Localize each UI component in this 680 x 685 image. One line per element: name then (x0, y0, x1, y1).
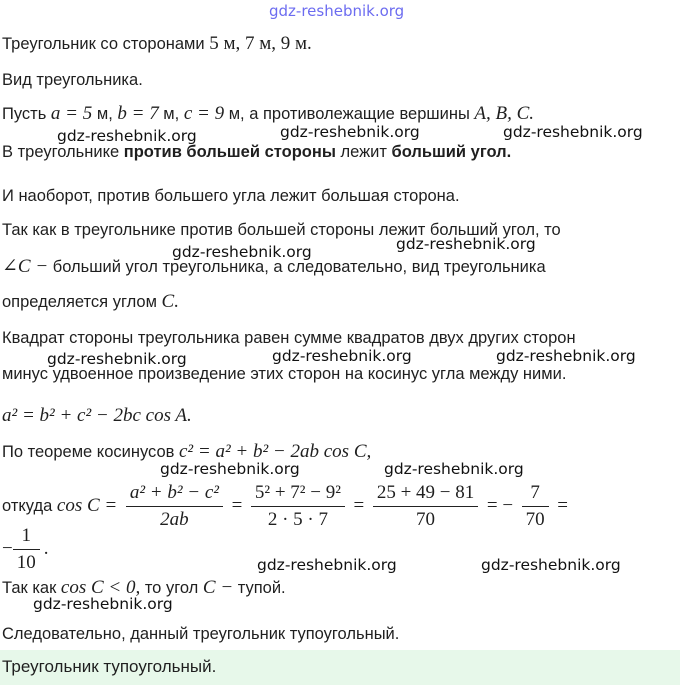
math-c: C − (202, 577, 234, 598)
fraction (373, 480, 478, 533)
line-formula-a (2, 405, 192, 427)
line-law-1 (2, 327, 576, 349)
denominator: 10 (16, 552, 36, 574)
denominator: 2 · 5 · 7 (267, 509, 328, 531)
line-type-heading (2, 69, 143, 91)
text: Пусть (2, 105, 47, 123)
watermark: gdz-reshebnik.org (481, 556, 621, 574)
text: м, (163, 105, 180, 123)
line-let (2, 103, 534, 125)
numerator: 25 + 49 − 81 (373, 480, 478, 507)
watermark: gdz-reshebnik.org (47, 350, 187, 368)
math-cos-negative: cos C < 0, (60, 577, 141, 598)
fraction (522, 480, 549, 533)
watermark-top: gdz-reshebnik.org (269, 2, 405, 20)
watermark: gdz-reshebnik.org (172, 243, 312, 261)
text: В треугольнике (2, 143, 120, 161)
math-sides: 5 м, 7 м, 9 м. (209, 33, 312, 54)
bold-text: больший угол. (391, 143, 512, 161)
watermark: gdz-reshebnik.org (33, 595, 173, 613)
denominator: 70 (416, 509, 436, 531)
fraction (126, 480, 223, 533)
watermark: gdz-reshebnik.org (257, 556, 397, 574)
math-formula-c: c² = a² + b² − 2ab cos C, (179, 441, 372, 462)
text: больший угол треугольника, а следовательно, вид треугольника (52, 258, 546, 276)
line-converse (2, 185, 460, 207)
line-defined-by (2, 291, 179, 313)
watermark: gdz-reshebnik.org (57, 127, 197, 145)
watermark: gdz-reshebnik.org (503, 123, 643, 141)
text: м, а противолежащие вершины (228, 105, 470, 123)
math-a: a = 5 (50, 103, 93, 124)
numerator: 5² + 7² − 9² (251, 480, 345, 507)
text: определяется углом (2, 293, 157, 311)
denominator: 2ab (160, 509, 189, 531)
text: Треугольник со сторонами (2, 35, 205, 53)
fraction (251, 480, 345, 533)
line-sides (2, 33, 312, 55)
equals: = (353, 495, 365, 516)
watermark: gdz-reshebnik.org (272, 347, 412, 365)
text: м, (96, 105, 113, 123)
text: тупой. (237, 579, 286, 597)
text: Так как в треугольнике против большей стороны лежит больший угол, то (2, 221, 561, 239)
text: откуда (2, 497, 53, 515)
numerator: 1 (13, 523, 40, 550)
math-cos-c: cos C = (56, 495, 118, 516)
text: лежит (340, 143, 387, 161)
text: Вид треугольника. (2, 71, 143, 89)
math-vertices: A, B, C. (474, 103, 535, 124)
math-b: b = 7 (117, 103, 159, 124)
watermark: gdz-reshebnik.org (384, 460, 524, 478)
equals: = (557, 495, 568, 516)
text: И наоборот, против большего угла лежит большая сторона. (2, 187, 460, 205)
watermark: gdz-reshebnik.org (396, 235, 536, 253)
equals-minus: = − (486, 495, 514, 516)
answer-text: Треугольник тупоугольный. (2, 657, 217, 676)
text: Так как (2, 579, 57, 597)
line-cos-c-calc (2, 478, 568, 534)
math-formula-a: a² = b² + c² − 2bc cos A. (2, 405, 192, 426)
text: Квадрат стороны треугольника равен сумме квадратов двух других сторон (2, 329, 576, 347)
denominator: 70 (525, 509, 545, 531)
math-angle-c: ∠C − (2, 256, 49, 277)
bold-text: против большей стороны (123, 143, 336, 161)
answer-box (0, 650, 680, 685)
line-angle-c (2, 256, 546, 278)
math-c: C. (161, 291, 179, 312)
text: По теореме косинусов (2, 443, 175, 461)
equals: = (231, 495, 243, 516)
line-law-2 (2, 363, 566, 385)
text: Следовательно, данный треугольник тупоугольный. (2, 625, 400, 643)
line-result: − $\frac{1}{10}$ . (2, 521, 48, 577)
watermark: gdz-reshebnik.org (160, 460, 300, 478)
text: то угол (144, 579, 199, 597)
watermark: gdz-reshebnik.org (280, 123, 420, 141)
math-c: c = 9 (183, 103, 225, 124)
numerator: a² + b² − c² (126, 480, 223, 507)
fraction (13, 523, 40, 576)
watermark: gdz-reshebnik.org (496, 347, 636, 365)
line-rule (2, 141, 511, 163)
numerator: 7 (522, 480, 549, 507)
text: минус удвоенное произведение этих сторон на косинус угла между ними. (2, 365, 567, 383)
line-conclusion (2, 623, 399, 645)
